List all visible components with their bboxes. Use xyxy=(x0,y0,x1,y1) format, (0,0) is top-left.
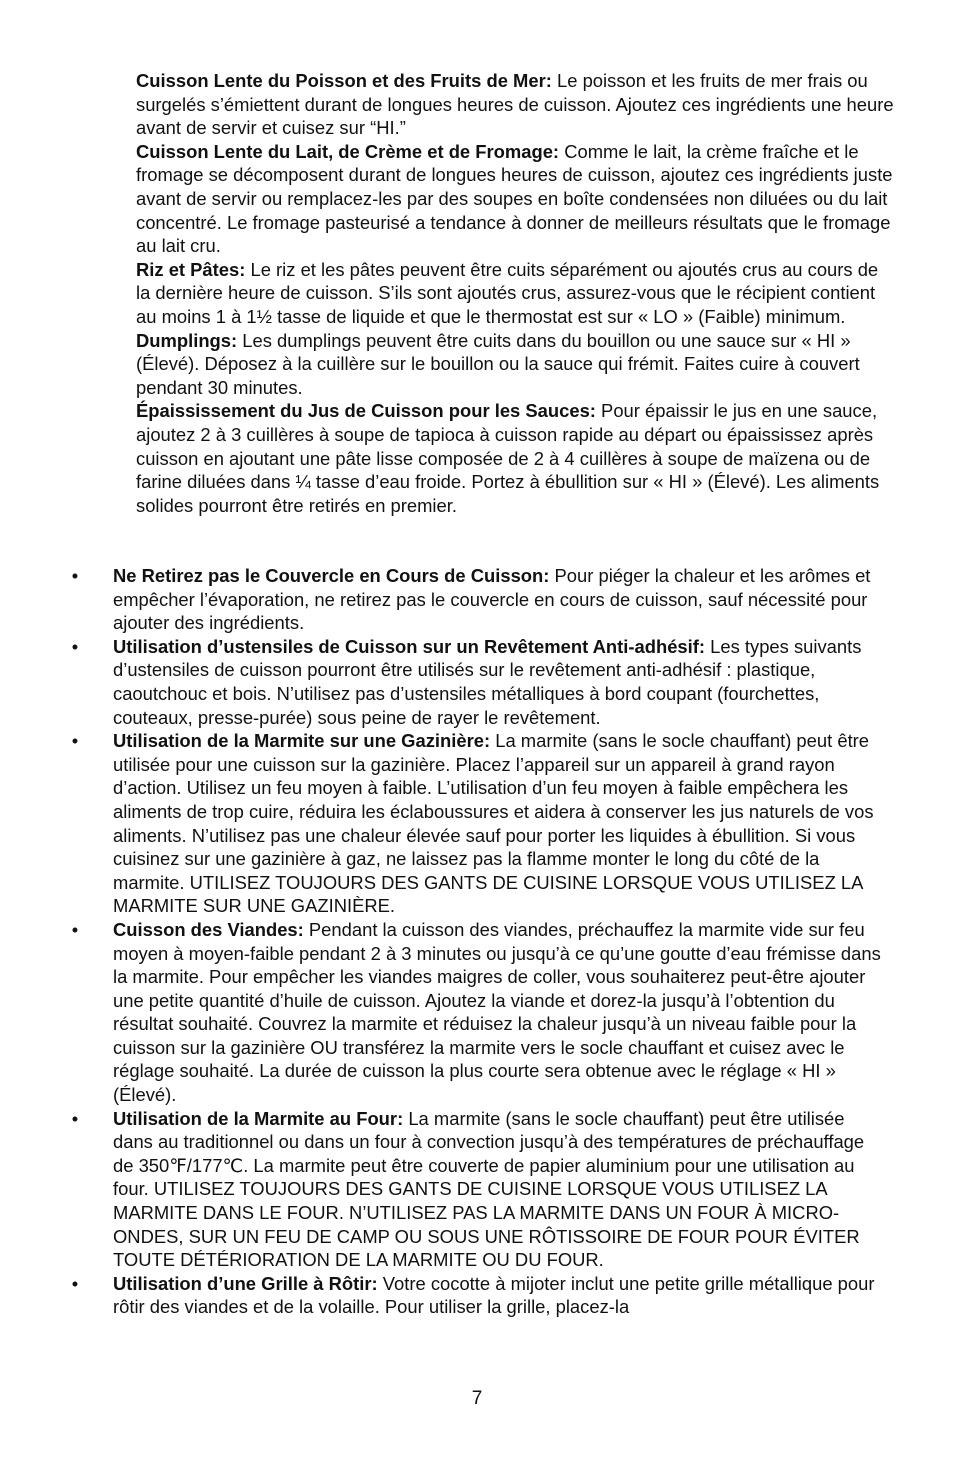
bullet-heading: Utilisation de la Marmite au Four: xyxy=(113,1107,404,1129)
bullet-ustensiles xyxy=(0,635,888,729)
tip-poisson-fruits-de-mer xyxy=(136,69,896,140)
tip-heading: Cuisson Lente du Lait, de Crème et de Fromage: xyxy=(136,140,560,162)
bullet-dot-icon: • xyxy=(71,1272,79,1294)
tip-lait-creme-fromage xyxy=(136,140,896,258)
bullet-gaziniere xyxy=(0,729,888,918)
bullet-text: Pour piéger la chaleur et les arômes et empêcher l’évaporation, ne retirez pas le couvercle en cours de cuisson, sauf nécessité pour ajouter des ingrédients. xyxy=(113,565,871,634)
bullet-heading: Cuisson des Viandes: xyxy=(113,918,304,940)
tip-heading: Cuisson Lente du Poisson et des Fruits de Mer: xyxy=(136,70,552,91)
bullet-dot-icon: • xyxy=(71,730,79,752)
tip-heading: Riz et Pâtes: xyxy=(136,258,246,280)
tip-text: Le riz et les pâtes peuvent être cuits séparément ou ajoutés crus au cours de la dernière heure de cuisson. S’ils sont ajoutés crus, assurez-vous que le récipient contient au moins 1 à 1½ tasse de liquide et que le thermostat est sur « LO » (Faible) minimum. xyxy=(136,258,879,327)
bullet-text: Les types suivants d’ustensiles de cuisson pourront être utilisés sur le revêtement anti-adhésif : plastique, caoutchouc et bois. N’utilisez pas d’ustensiles métalliques à bord coupant (fourchettes, couteaux, presse-purée) sous peine de rayer le revêtement. xyxy=(113,635,862,728)
bullet-heading: Utilisation d’une Grille à Rôtir: xyxy=(113,1272,378,1294)
tip-epaississement-sauces xyxy=(136,399,896,517)
bullet-dot-icon: • xyxy=(71,565,79,586)
bullet-text: Pendant la cuisson des viandes, préchauffez la marmite vide sur feu moyen à moyen-faible pendant 2 à 3 minutes ou jusqu’à ce qu’une goutte d’eau frémisse dans la marmite. Pour empêcher les viandes maigres de coller, vous souhaiterez peut-être ajouter une petite quantité d’huile de cuisson. Ajoutez la viande et dorez-la jusqu’à l’obtention du résultat souhaité. Couvrez la marmite et réduisez la chaleur jusqu’à un niveau faible pour la cuisson sur la gazinière OU transférez la marmite vers le socle chauffant et cuisez avec le réglage souhaité. La durée de cuisson la plus courte sera obtenue avec le réglage « HI » (Élevé). xyxy=(113,918,881,1106)
bullet-heading: Ne Retirez pas le Couvercle en Cours de Cuisson: xyxy=(113,565,550,586)
bullet-text: La marmite (sans le socle chauffant) peut être utilisée pour une cuisson sur la gazinière. Placez l’appareil sur un appareil à grand rayon d’action. Utilisez un feu moyen à faible. L’utilisation d’un feu moyen à faible empêchera les aliments de trop cuire, réduira les éclaboussures et aidera à conserver les jus naturels de vos aliments. N’utilisez pas une chaleur élevée sauf pour porter les liquides à ébullition. Si vous cuisinez sur une gazinière à gaz, ne laissez pas la flamme monter le long du côté de la marmite. UTILISEZ TOUJOURS DES GANTS DE CUISINE LORSQUE VOUS UTILISEZ LA MARMITE SUR UNE GAZINIÈRE. xyxy=(113,730,874,917)
page-number: 7 xyxy=(471,1388,483,1409)
bullet-grille xyxy=(0,1272,888,1319)
bullet-dot-icon: • xyxy=(71,1107,79,1129)
tip-heading: Épaississement du Jus de Cuisson pour les Sauces: xyxy=(136,400,596,422)
bullet-four xyxy=(0,1107,888,1272)
sub-tips-list xyxy=(136,69,896,517)
bullet-list xyxy=(0,564,954,1319)
tip-dumplings xyxy=(136,329,896,400)
bullet-viandes xyxy=(0,918,888,1107)
bullet-text: Votre cocotte à mijoter inclut une petite grille métallique pour rôtir des viandes et de la volaille. Pour utiliser la grille, placez-la xyxy=(113,1272,875,1318)
bullet-heading: Utilisation de la Marmite sur une Gazinière: xyxy=(113,730,491,752)
bullet-text: La marmite (sans le socle chauffant) peut être utilisée dans au traditionnel ou dans un four à convection jusqu’à des températures de préchauffage de 350℉/177℃. La marmite peut être couverte de papier aluminium pour une utilisation au four. UTILISEZ TOUJOURS DES GANTS DE CUISINE LORSQUE VOUS UTILISEZ LA MARMITE DANS LE FOUR. N’UTILISEZ PAS LA MARMITE DANS UN FOUR À MICRO-ONDES, SUR UN FEU DE CAMP OU SOUS UNE RÔTISSOIRE DE FOUR POUR ÉVITER TOUTE DÉTÉRIORATION DE LA MARMITE OU DU FOUR. xyxy=(113,1107,865,1271)
tip-text: Pour épaissir le jus en une sauce, ajoutez 2 à 3 cuillères à soupe de tapioca à cuisson rapide au départ ou épaississez après cuisson en ajoutant une pâte lisse composée de 2 à 4 cuillères à soupe de maïzena ou de farine diluées dans ¼ tasse d’eau froide. Portez à ébullition sur « HI » (Élevé). Les aliments solides pourront être retirés en premier. xyxy=(136,400,880,516)
bullet-heading: Utilisation d’ustensiles de Cuisson sur un Revêtement Anti-adhésif: xyxy=(113,635,706,657)
tip-text: Les dumplings peuvent être cuits dans du bouillon ou une sauce sur « HI » (Élevé). Déposez à la cuillère sur le bouillon ou la sauce qui frémit. Faites cuire à couvert pendant 30 minutes. xyxy=(136,329,860,398)
tip-text: Comme le lait, la crème fraîche et le fromage se décomposent durant de longues heures de cuisson, ajoutez ces ingrédients juste avant de servir ou remplacez-les par des soupes en boîte condensées non diluées ou du lait concentré. Le fromage pasteurisé a tendance à donner de meilleurs résultats que le fromage au lait cru. xyxy=(136,140,893,257)
tip-riz-pates xyxy=(136,258,896,329)
tip-heading: Dumplings: xyxy=(136,329,238,351)
bullet-dot-icon: • xyxy=(71,918,79,940)
bullet-dot-icon: • xyxy=(71,635,79,657)
bullet-couvercle xyxy=(0,564,888,635)
tip-text: Le poisson et les fruits de mer frais ou surgelés s’émiettent durant de longues heures de cuisson. Ajoutez ces ingrédients une heure avant de servir et cuisez sur “HI.” xyxy=(136,70,894,139)
